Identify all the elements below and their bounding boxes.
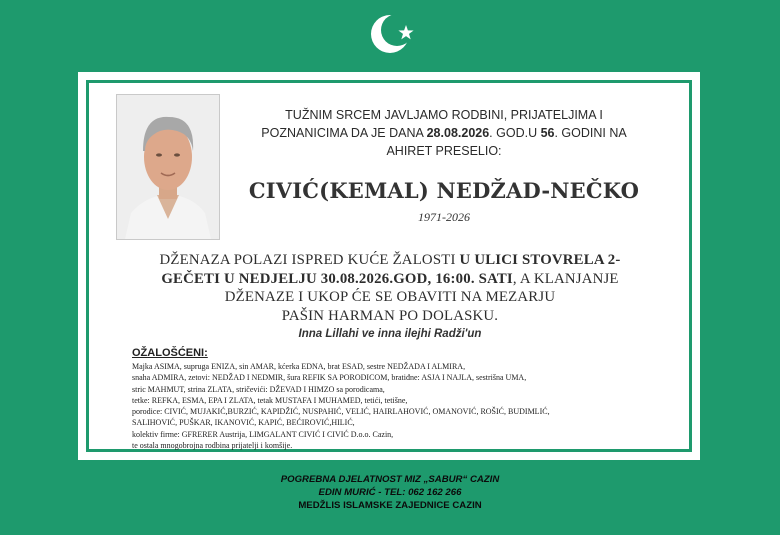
- mourners-line: kolektiv firme: GFRERER Austrija, LIMGALANT CIVIĆ I CIVIĆ D.o.o. Cazin,: [132, 429, 394, 439]
- obituary-card: [78, 72, 700, 460]
- funeral-service-name: POGREBNA DJELATNOST MIZ „SABUR“ CAZIN: [280, 474, 500, 485]
- mourners-line: tetke: REFKA, ESMA, EPA I ZLATA, tetak MUSTAFA I MUHAMED, tetići, tetišne,: [132, 395, 408, 405]
- funeral-service-footer: [0, 473, 780, 512]
- crescent-star-icon: [366, 8, 418, 60]
- portrait-photo: [116, 94, 220, 240]
- mourners-line: te ostala mnogobrojna rodbina prijatelji i komšije.: [132, 441, 293, 451]
- announcement-intro: TUŽNIM SRCEM JAVLJAMO RODBINI, PRIJATELJIMA I POZNANICIMA DA JE DANA 28.08.2026. GOD.U 56. GODINI NA AHIRET PRESELIO:: [261, 108, 627, 158]
- life-years: 1971-2026: [418, 210, 470, 224]
- islamic-community-name: MEDŽLIS ISLAMSKE ZAJEDNICE CAZIN: [298, 500, 482, 511]
- mourners-heading: OŽALOŠĆENI:: [132, 347, 208, 359]
- deceased-name: CIVIĆ(KEMAL) NEDŽAD-NEČKO: [248, 178, 640, 203]
- death-date: 28.08.2026: [426, 126, 490, 140]
- dua-text: Inna Lillahi ve inna ilejhi Radži'un: [298, 328, 482, 340]
- funeral-service-contact: EDIN MURIĆ - TEL: 062 162 266: [318, 487, 462, 498]
- mourners-line: stric MAHMUT, strina ZLATA, stričevići: DŽEVAD I HIMZO sa porodicama,: [132, 384, 385, 394]
- mourners-section: [132, 347, 642, 451]
- mourners-line: snaha ADMIRA, zetovi: NEDŽAD I NEDMIR, šura REFIK SA PORODICOM, bratiđne: ASJA I NAJLA, sestrišna UMA,: [132, 373, 527, 383]
- mourners-line: SALIHOVIĆ, PUŠKAR, IKANOVIĆ, KAPIĆ, BEĆIROVIĆ,HILIĆ,: [132, 418, 355, 428]
- age: 56: [540, 126, 555, 140]
- mourners-line: porodice: CIVIĆ, MUJAKIĆ,BURZIĆ, KAPIDŽIĆ, NUSPAHIĆ, VELIĆ, HAIRLAHOVIĆ, OMANOVIĆ, ROŠIĆ, BUDIMLIĆ,: [132, 407, 550, 417]
- funeral-details: DŽENAZA POLAZI ISPRED KUĆE ŽALOSTI U ULICI STOVRELA 2- GEČETI U NEDJELJU 30.08.2026.GOD, 16:00. SATI, A KLANJANJE DŽENAZE I UKOP ĆE SE OBAVITI NA MEZARJU PAŠIN HARMAN PO DOLASKU.: [159, 252, 621, 324]
- mourners-line: Majka ASIMA, supruga ENIZA, sin AMAR, kćerka EDNA, brat ESAD, sestre NEDŽADA I ALMIRA,: [132, 362, 466, 371]
